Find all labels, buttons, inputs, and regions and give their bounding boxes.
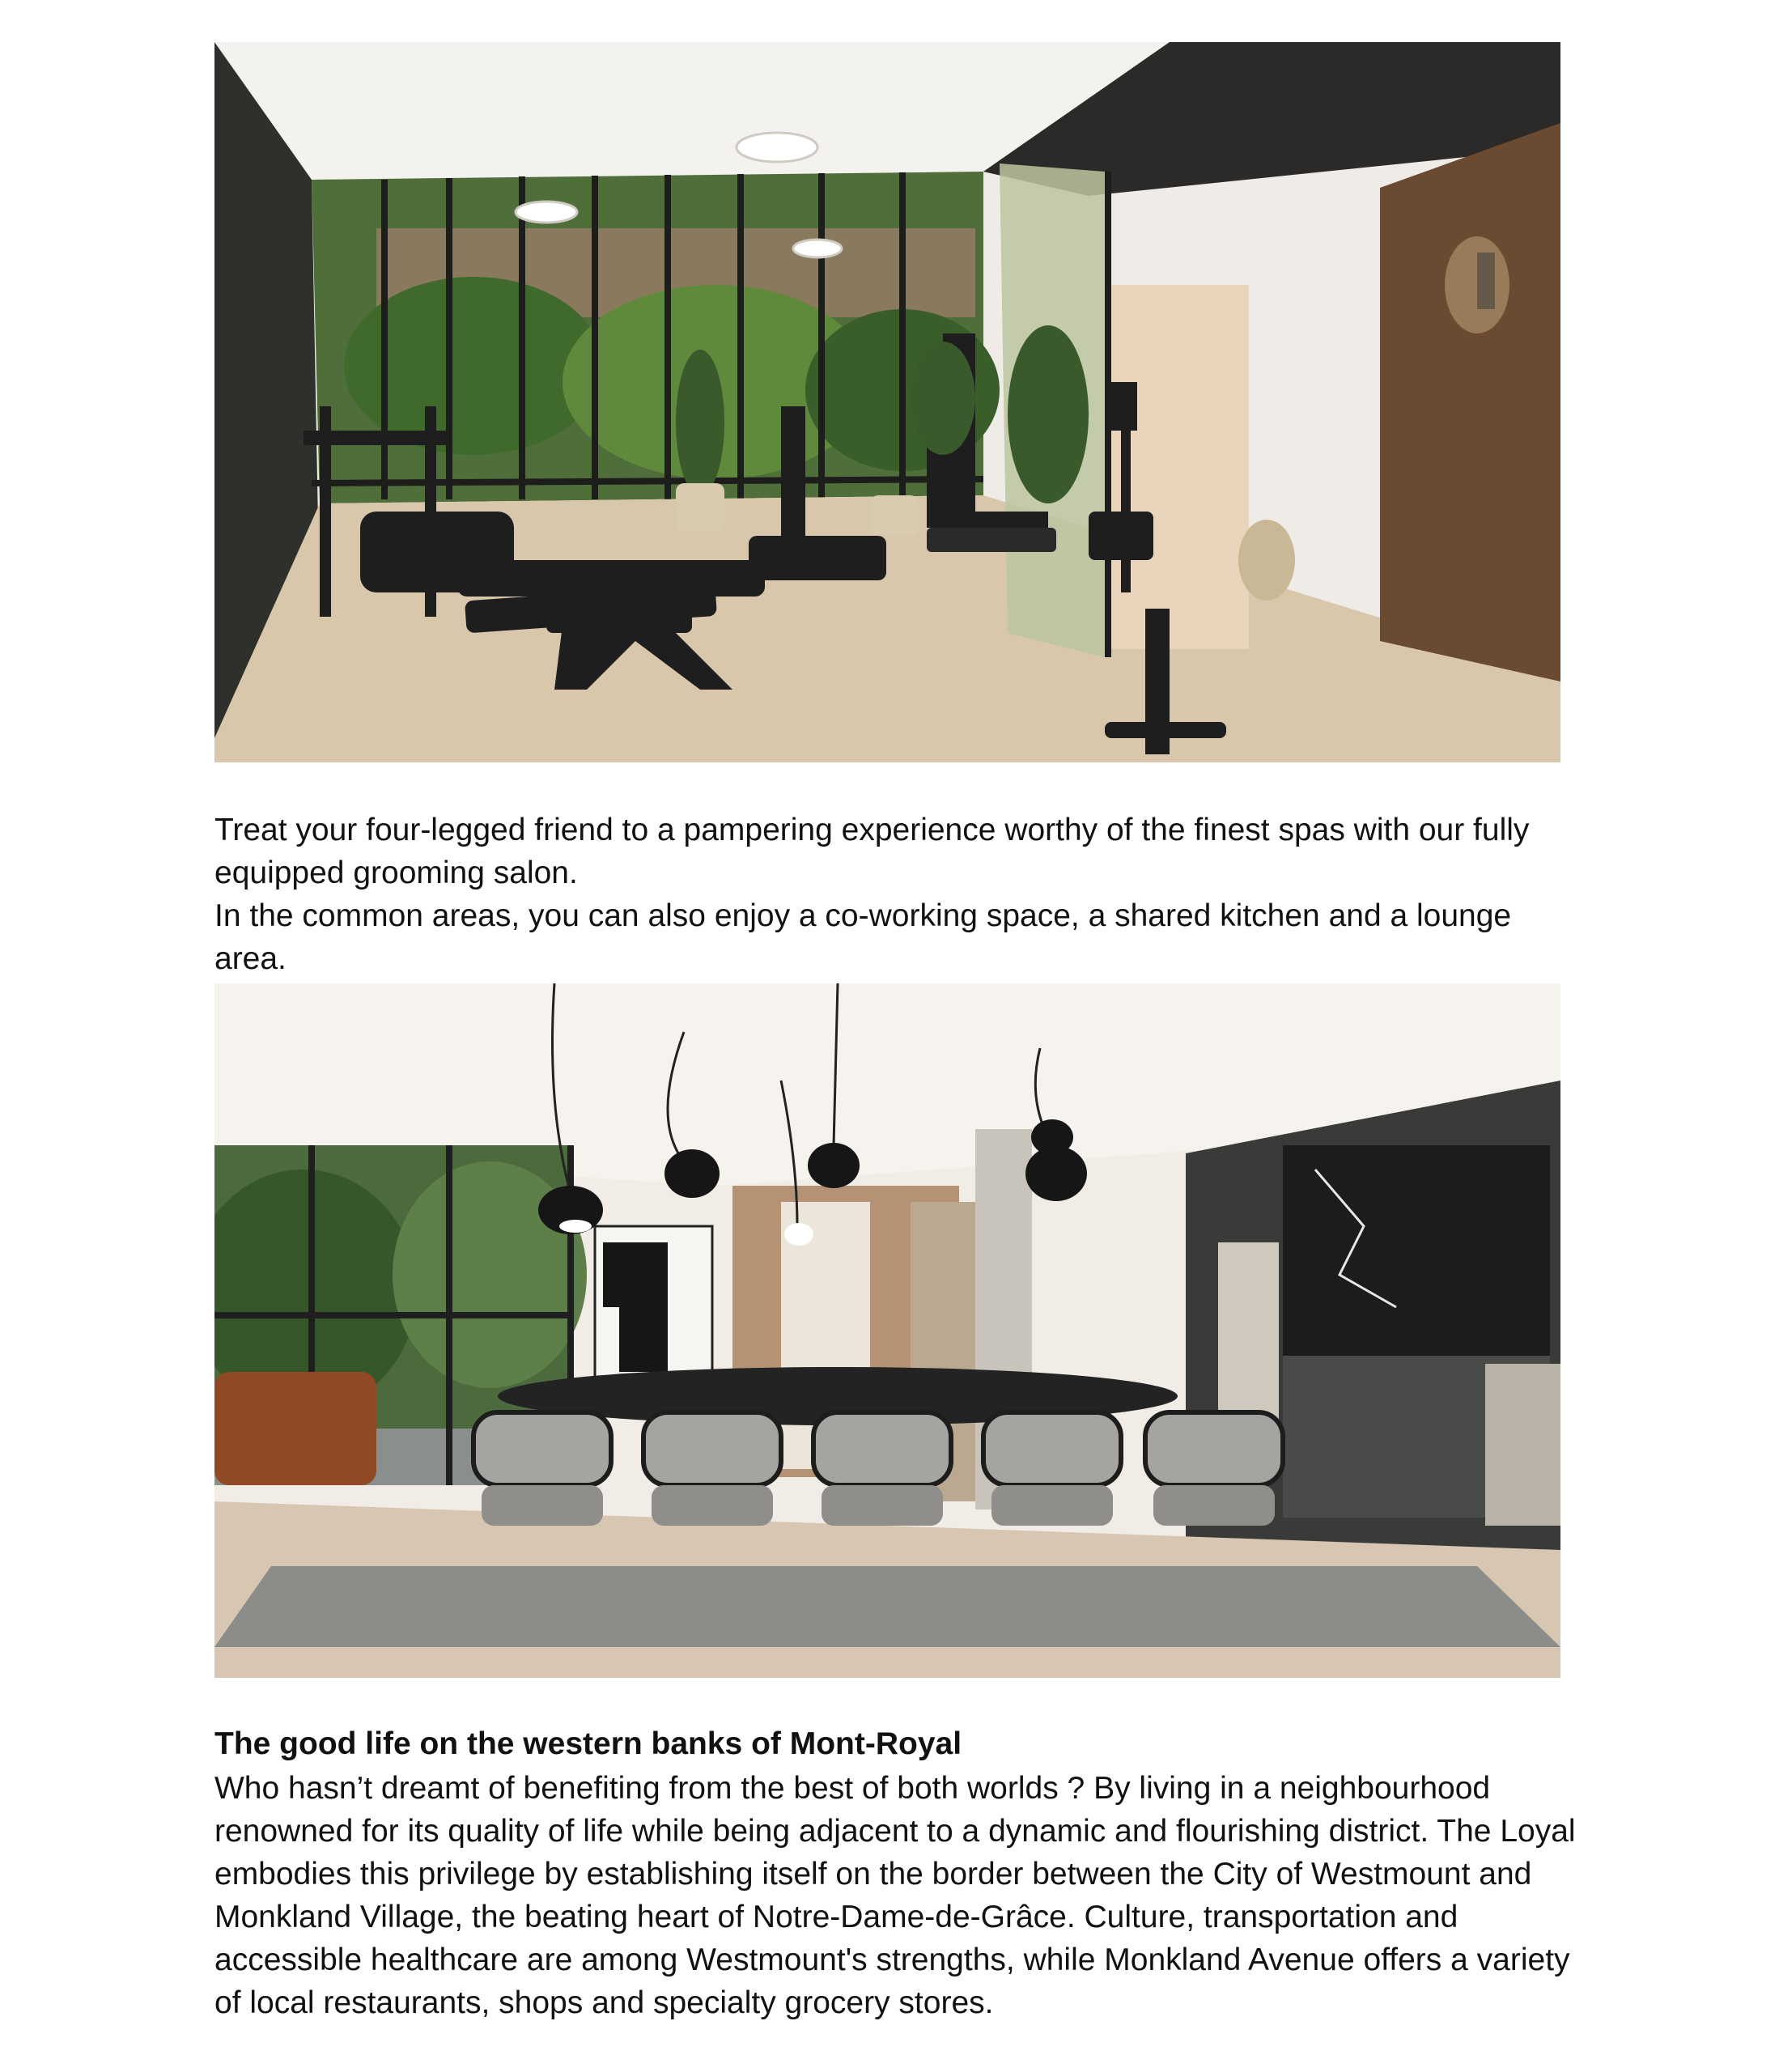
section-heading: The good life on the western banks of Mont-Royal <box>214 1726 962 1761</box>
grooming-paragraph: Treat your four-legged friend to a pampering experience worthy of the finest spas with our fully equipped grooming salon. <box>214 813 1530 890</box>
gym-photo <box>214 42 1560 762</box>
lounge-photo <box>214 983 1560 1678</box>
westmount-paragraph: Who hasn’t dreamt of benefiting from the best of both worlds ? By living in a neighbourhood renowned for its quality of life while being adjacent to a dynamic and flourishing district. The Loyal embodies this privilege by establishing itself on the border between the City of Westmount and Monkland Village, the beating heart of Notre-Dame-de-Grâce. Culture, transportation and accessible healthcare are among Westmount's strengths, while Monkland Avenue offers a variety of local restaurants, shops and specialty grocery stores. <box>214 1771 1576 2020</box>
common-areas-paragraph: In the common areas, you can also enjoy a co-working space, a shared kitchen and a lounge area. <box>214 898 1512 976</box>
